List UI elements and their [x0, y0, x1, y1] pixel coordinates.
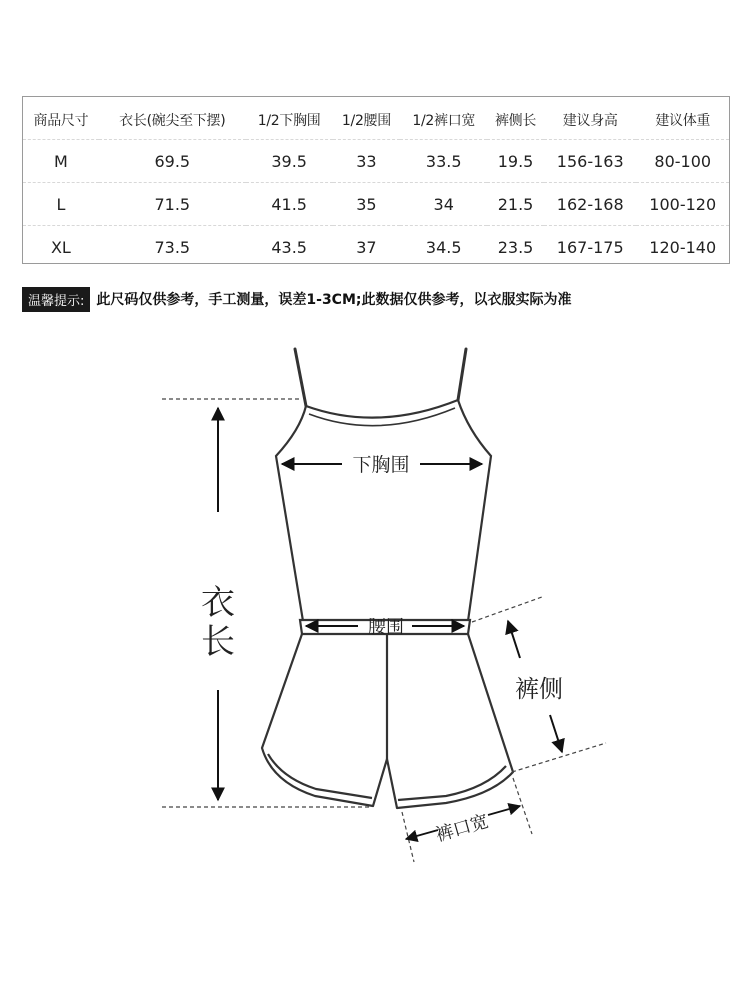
table-cell: 43.5 — [246, 226, 333, 269]
table-cell: 73.5 — [99, 226, 246, 269]
notice-text: 此尺码仅供参考，手工测量，误差1-3CM;此数据仅供参考，以衣服实际为准 — [96, 292, 572, 308]
side-arrow-up — [508, 621, 520, 658]
length-label-bottom: 长 — [201, 622, 235, 662]
side-bottom-guide — [512, 743, 606, 772]
header-suggested-height: 建议身高 — [562, 113, 618, 129]
table-cell: 69.5 — [99, 140, 246, 183]
side-top-guide — [472, 597, 542, 622]
waist-label: 腰围 — [368, 617, 404, 638]
table-cell: 167-175 — [544, 226, 636, 269]
table-cell: 41.5 — [246, 183, 333, 226]
table-cell: 80-100 — [636, 140, 729, 183]
table-cell: 162-168 — [544, 183, 636, 226]
notice-label: 温馨提示: — [22, 287, 90, 312]
table-cell: 33.5 — [400, 140, 487, 183]
table-cell: 100-120 — [636, 183, 729, 226]
shorts-outline — [262, 634, 513, 808]
side-arrow-down — [550, 715, 562, 752]
hem-right-guide — [513, 778, 532, 834]
table-cell: 23.5 — [487, 226, 544, 269]
header-size: 商品尺寸 — [33, 113, 89, 129]
bust-label: 下胸围 — [352, 454, 410, 476]
header-under-bust: 1/2下胸围 — [257, 113, 321, 129]
cami-top-outline — [276, 400, 491, 621]
hem-arrow — [488, 806, 520, 815]
table-cell: 33 — [333, 140, 401, 183]
header-waist: 1/2腰围 — [341, 113, 391, 129]
table-cell: XL — [23, 226, 99, 269]
table-cell: 37 — [333, 226, 401, 269]
table-cell: 34.5 — [400, 226, 487, 269]
table-cell: 21.5 — [487, 183, 544, 226]
header-suggested-weight: 建议体重 — [655, 113, 711, 129]
table-cell: 39.5 — [246, 140, 333, 183]
table-cell: 156-163 — [544, 140, 636, 183]
table-cell: 71.5 — [99, 183, 246, 226]
table-cell: 19.5 — [487, 140, 544, 183]
header-leg-opening: 1/2裤口宽 — [412, 113, 476, 129]
header-side-length: 裤侧长 — [494, 113, 537, 129]
header-length: 衣长(碗尖至下摆) — [119, 113, 226, 129]
table-cell: L — [23, 183, 99, 226]
table-cell: M — [23, 140, 99, 183]
cami-straps — [295, 349, 466, 406]
table-cell: 35 — [333, 183, 401, 226]
hem-label: 裤口宽 — [433, 810, 491, 847]
hem-arrow — [406, 830, 438, 839]
table-cell: 120-140 — [636, 226, 729, 269]
length-label-top: 衣 — [201, 583, 235, 623]
side-label: 裤侧 — [515, 675, 563, 703]
table-cell: 34 — [400, 183, 487, 226]
